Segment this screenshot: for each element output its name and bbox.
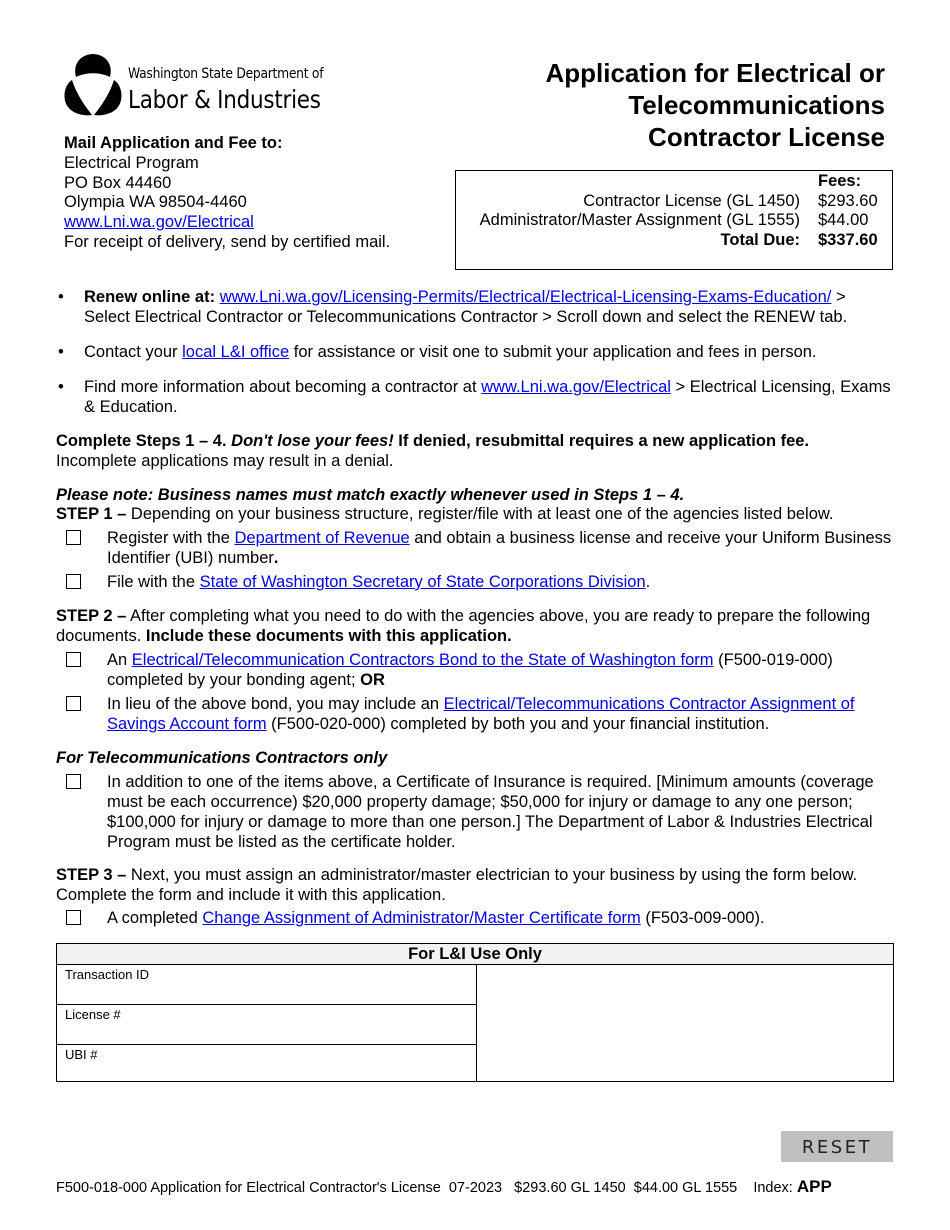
incomplete-warning: Incomplete applications may result in a denial. bbox=[56, 452, 394, 470]
form-footer bbox=[56, 1177, 832, 1197]
logo-agency-name: Labor & Industries bbox=[128, 85, 321, 114]
step-2-heading bbox=[56, 606, 896, 646]
lni-logo bbox=[62, 53, 332, 119]
field-label: Transaction ID bbox=[65, 967, 150, 982]
footer-form-info: F500-018-000 Application for Electrical Contractor's License 07-2023 $293.60 GL 1450 $44.00 GL 1555 Index: bbox=[56, 1180, 797, 1196]
item-text: (F500-019-000) completed by your bonding agent; bbox=[107, 651, 833, 689]
item-text: An bbox=[107, 651, 132, 669]
step-1-heading bbox=[56, 504, 896, 524]
item-text: . bbox=[273, 549, 279, 567]
item-text: In addition to one of the items above, a Certificate of Insurance is required. [Minimum amounts (coverage must be each occurrence) $20,000 property damage; $50,000 for injury or damage to any one person; $100,000 for injury or damage to more than one person.] The Department of Labor & Industries Electrical Program must be listed as the certificate holder. bbox=[107, 773, 874, 851]
department-of-revenue-link[interactable]: Department of Revenue bbox=[234, 529, 410, 547]
step-3-text: Next, you must assign an administrator/master electrician to your business by using the form below. Complete the form and include it with this application. bbox=[56, 866, 858, 904]
fee-label-admin-assignment: Administrator/Master Assignment (GL 1555) bbox=[479, 211, 800, 229]
fees-box bbox=[455, 170, 893, 270]
license-number-field[interactable] bbox=[57, 1005, 477, 1045]
bullet-text: Contact your bbox=[84, 343, 183, 361]
item-text: OR bbox=[360, 671, 385, 689]
li-stamp-area[interactable] bbox=[478, 965, 893, 1081]
item-text: . bbox=[645, 573, 651, 591]
dont-lose-fees-text: Don't lose your fees! bbox=[231, 432, 394, 450]
total-due-label: Total Due: bbox=[720, 231, 800, 249]
item-text: In lieu of the above bond, you may include an bbox=[107, 695, 444, 713]
step-3-label: STEP 3 – bbox=[56, 866, 127, 884]
checkbox-savings-account-form[interactable] bbox=[66, 696, 81, 711]
business-name-note: Please note: Business names must match exactly whenever used in Steps 1 – 4. bbox=[56, 486, 685, 504]
page-title bbox=[455, 57, 885, 153]
transaction-id-field[interactable] bbox=[57, 965, 477, 1005]
bullet-renew-online bbox=[56, 287, 896, 327]
info-bullet-list bbox=[56, 287, 896, 432]
item-text: (F500-020-000) completed by both you and your financial institution. bbox=[266, 715, 770, 733]
mail-heading: Mail Application and Fee to: bbox=[64, 134, 283, 152]
complete-steps-text: Complete Steps 1 – 4. bbox=[56, 432, 232, 450]
mailing-address-block bbox=[64, 134, 394, 253]
title-line-3: Contractor License bbox=[648, 122, 885, 152]
title-line-2: Telecommunications bbox=[628, 90, 885, 120]
telecom-only-heading: For Telecommunications Contractors only bbox=[56, 749, 388, 767]
local-office-link[interactable]: local L&I office bbox=[182, 343, 290, 361]
checkbox-certificate-of-insurance[interactable] bbox=[66, 774, 81, 789]
step-1-label: STEP 1 – bbox=[56, 505, 127, 523]
electrical-info-link[interactable]: www.Lni.wa.gov/Electrical bbox=[481, 378, 671, 396]
li-use-only-table bbox=[56, 943, 894, 1082]
step-3-heading bbox=[56, 865, 896, 905]
fee-value-admin-assignment: $44.00 bbox=[818, 211, 869, 229]
contractors-bond-form-link[interactable]: Electrical/Telecommunication Contractors Bond to the State of Washington form bbox=[131, 651, 714, 669]
checkbox-change-assignment-form[interactable] bbox=[66, 910, 81, 925]
item-text: File with the bbox=[107, 573, 200, 591]
li-use-only-heading: For L&I Use Only bbox=[57, 944, 893, 965]
instructions-intro bbox=[56, 431, 896, 471]
logo-dept-line: Washington State Department of bbox=[128, 66, 324, 82]
mail-program: Electrical Program bbox=[64, 153, 199, 172]
item-text: Register with the bbox=[107, 529, 235, 547]
title-line-1: Application for Electrical or bbox=[545, 58, 885, 88]
total-due-value: $337.60 bbox=[818, 231, 878, 249]
lni-logo-icon bbox=[62, 53, 124, 117]
fee-label-contractor-license: Contractor License (GL 1450) bbox=[583, 192, 800, 210]
item-text: (F503-009-000). bbox=[640, 909, 765, 927]
resubmittal-text: If denied, resubmittal requires a new application fee. bbox=[393, 432, 810, 450]
bullet-text: for assistance or visit one to submit your application and fees in person. bbox=[289, 343, 817, 361]
savings-account-form-link[interactable]: Electrical/Telecommunications Contractor Assignment of Savings Account form bbox=[107, 695, 855, 733]
checkbox-bond-form[interactable] bbox=[66, 652, 81, 667]
bullet-text: > Electrical Licensing, Exams & Education. bbox=[84, 378, 891, 416]
mail-po-box: PO Box 44460 bbox=[64, 173, 172, 192]
ubi-number-field[interactable] bbox=[57, 1045, 477, 1082]
fee-value-contractor-license: $293.60 bbox=[818, 192, 878, 210]
mail-delivery-note: For receipt of delivery, send by certified mail. bbox=[64, 232, 391, 251]
checkbox-file-sos[interactable] bbox=[66, 574, 81, 589]
footer-index: APP bbox=[796, 1177, 832, 1196]
renew-online-link[interactable]: www.Lni.wa.gov/Licensing-Permits/Electrical/Electrical-Licensing-Exams-Education/ bbox=[219, 288, 832, 306]
step-2-label: STEP 2 – bbox=[56, 607, 127, 625]
electrical-program-link[interactable]: www.Lni.wa.gov/Electrical bbox=[64, 213, 254, 232]
step-2-include-text: Include these documents with this application. bbox=[145, 627, 512, 645]
bullet-text: Find more information about becoming a contractor at bbox=[84, 378, 482, 396]
field-label: UBI # bbox=[65, 1047, 98, 1062]
item-text: A completed bbox=[107, 909, 203, 927]
bullet-local-office bbox=[56, 342, 896, 362]
change-assignment-form-link[interactable]: Change Assignment of Administrator/Master Certificate form bbox=[202, 909, 641, 927]
step-1-text: Depending on your business structure, register/file with at least one of the agencies listed below. bbox=[126, 505, 834, 523]
step-2-text: After completing what you need to do with the agencies above, you are ready to prepare the following documents. bbox=[56, 607, 871, 645]
item-text: and obtain a business license and receive your Uniform Business Identifier (UBI) number bbox=[107, 529, 892, 567]
renew-label: Renew online at: bbox=[84, 288, 216, 306]
checkbox-register-revenue[interactable] bbox=[66, 530, 81, 545]
field-label: License # bbox=[65, 1007, 121, 1022]
fees-heading: Fees: bbox=[818, 172, 862, 190]
reset-button[interactable]: RESET bbox=[781, 1131, 893, 1162]
secretary-of-state-link[interactable]: State of Washington Secretary of State Corporations Division bbox=[199, 573, 646, 591]
mail-city: Olympia WA 98504-4460 bbox=[64, 193, 247, 212]
renew-instructions: > Select Electrical Contractor or Telecommunications Contractor > Scroll down and select the RENEW tab. bbox=[84, 288, 848, 326]
bullet-more-info bbox=[56, 377, 896, 417]
